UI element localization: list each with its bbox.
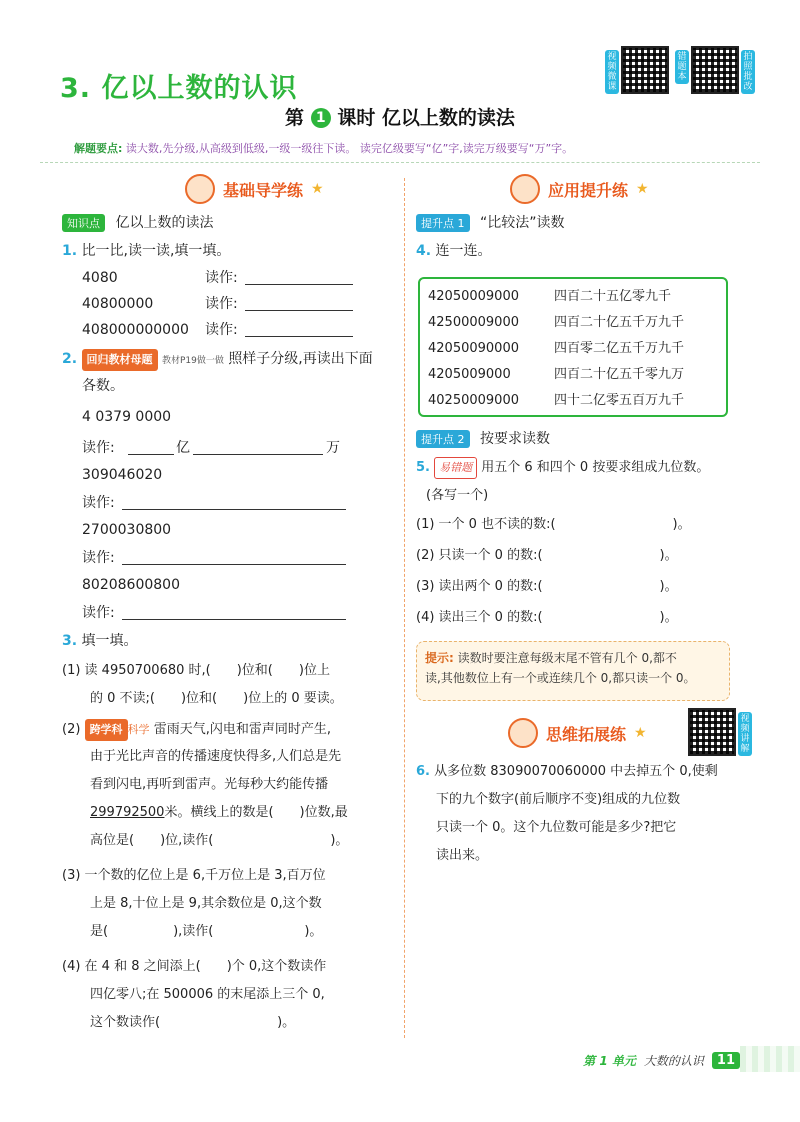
match-left-item[interactable]: 4205009000 — [428, 367, 511, 382]
q2-number: 2. — [62, 351, 78, 367]
q2-item-number: 309046020 — [82, 467, 163, 483]
q2-answer-blank[interactable] — [122, 605, 346, 620]
q3-part2-line2: 由于光比声音的传播速度快得多,人们总是先 — [90, 749, 342, 764]
kp2-text: 按要求读数 — [479, 431, 550, 447]
footer-unit: 第 1 单元 — [583, 1054, 636, 1068]
q2-item-label: 读作: — [82, 495, 115, 511]
q3-part2-line1 — [62, 719, 331, 741]
lesson-prefix: 第 — [285, 107, 305, 129]
q1-answer-blank[interactable] — [245, 270, 353, 285]
lesson-name: 课时 亿以上数的读法 — [337, 107, 515, 129]
q2-example-number: 4 0379 0000 — [82, 409, 172, 425]
left-banner — [185, 174, 324, 204]
q2-item-number: 80208600800 — [82, 577, 180, 593]
match-right-item[interactable]: 四百二十亿五千零九万 — [554, 367, 685, 382]
q2-example-yi: 亿 — [176, 440, 190, 456]
question-5 — [416, 457, 709, 479]
tips-text: 读大数,先分级,从高级到低级,一级一级往下读。 读完亿级要写“亿”字,读完万级要写“万”字。 — [125, 142, 574, 155]
q3-part3-line3: 是( ),读作( )。 — [90, 924, 323, 939]
right-banner-2 — [508, 718, 647, 748]
q1-text: 比一比,读一读,填一填。 — [81, 243, 231, 259]
tip-label: 提示: — [425, 651, 454, 665]
tip-line2: 读,其他数位上有一个或连续几个 0,都只读一个 0。 — [425, 671, 696, 685]
q3-part2-line4-rest: 米。横线上的数是( )位数,最 — [164, 805, 348, 820]
match-right-item[interactable]: 四百二十亿五千万九千 — [554, 315, 685, 330]
column-divider — [404, 178, 405, 1038]
mascot-icon — [185, 174, 215, 204]
question-1 — [62, 241, 230, 261]
page-number: 11 — [712, 1052, 740, 1069]
q3-part1-line1: (1) 读 4950700680 时,( )位和( )位上 — [62, 663, 330, 678]
q3-part2-tag: 跨学科 — [85, 719, 128, 741]
q5-sub: (各写一个) — [426, 488, 489, 503]
q1-row-number: 408000000000 — [82, 322, 189, 338]
q1-row-label: 读作: — [205, 296, 238, 312]
footer-decoration — [740, 1046, 800, 1072]
improve-point-1 — [416, 212, 564, 232]
q1-row-number: 4080 — [82, 270, 118, 286]
kp-text: 亿以上数的读法 — [115, 215, 214, 231]
q5-tag: 易错题 — [434, 457, 477, 479]
qr-code-video[interactable] — [621, 46, 669, 94]
tip-line1: 提示: 读数时要注意每级末尾不管有几个 0,都不 — [425, 651, 677, 665]
q3-part2-line3: 看到闪电,再听到雷声。光每秒大约能传播 — [90, 777, 329, 792]
q3-part3-line1: (3) 一个数的亿位上是 6,千万位上是 3,百万位 — [62, 868, 326, 883]
q5-number: 5. — [416, 460, 430, 475]
right-banner — [510, 174, 649, 204]
mascot-icon — [510, 174, 540, 204]
q2-example-blank-wan[interactable] — [193, 440, 323, 455]
star-icon: ★ — [311, 181, 324, 197]
q3-part2-line4 — [90, 803, 348, 823]
qr-label-explain: 视频讲解 — [738, 712, 752, 756]
q6-line3: 只读一个 0。这个九位数可能是多少?把它 — [436, 820, 677, 835]
footer-title: 大数的认识 — [643, 1054, 704, 1068]
tips-label: 解题要点: — [74, 142, 123, 155]
kp1-text: “比较法”读数 — [479, 215, 565, 231]
q5-item: (4) 读出三个 0 的数:( )。 — [416, 610, 678, 625]
right-banner-text: 应用提升练 — [548, 180, 629, 200]
improve-point-2 — [416, 428, 550, 448]
match-right-item[interactable]: 四百二十五亿零九千 — [554, 289, 672, 304]
qr-label-grading: 拍照批改 — [741, 50, 755, 94]
q3-part4-line3: 这个数读作( )。 — [90, 1015, 296, 1030]
q4-text: 连一连。 — [435, 243, 492, 259]
q2-example-wan: 万 — [326, 440, 340, 456]
unit-title: 3. 亿以上数的认识 — [60, 73, 298, 104]
q3-part3-line2: 上是 8,十位上是 9,其余数位是 0,这个数 — [90, 896, 322, 911]
q5-item: (3) 读出两个 0 的数:( )。 — [416, 579, 678, 594]
q1-answer-blank[interactable] — [245, 322, 353, 337]
q2-answer-blank[interactable] — [122, 550, 346, 565]
question-3 — [62, 631, 138, 651]
tip-box — [416, 641, 730, 701]
q6-line2: 下的九个数字(前后顺序不变)组成的九位数 — [436, 792, 681, 807]
q1-row-label: 读作: — [205, 322, 238, 338]
question-4 — [416, 241, 492, 261]
q2-text-line2: 各数。 — [82, 378, 124, 394]
q3-part4-line2: 四亿零八;在 500006 的末尾添上三个 0, — [90, 987, 325, 1002]
q1-number: 1. — [62, 243, 78, 259]
qr-code-explain[interactable] — [688, 708, 736, 756]
question-6 — [416, 762, 718, 782]
q2-item-number: 2700030800 — [82, 522, 172, 538]
kp1-tag: 提升点 1 — [416, 214, 470, 232]
q3-part2-line5: 高位是( )位,读作( )。 — [90, 833, 349, 848]
q5-text: 用五个 6 和四个 0 按要求组成九位数。 — [481, 460, 710, 475]
match-left-item[interactable]: 40250009000 — [428, 393, 519, 408]
solving-tips — [74, 140, 734, 156]
q3-part2-number: 299792500 — [90, 805, 165, 820]
q1-row-label: 读作: — [205, 270, 238, 286]
q2-item-label: 读作: — [82, 605, 115, 621]
q6-number: 6. — [416, 764, 430, 779]
q2-text-line1: 照样子分级,再读出下面 — [228, 351, 373, 367]
match-left-item[interactable]: 42050090000 — [428, 341, 519, 356]
right-banner2-text: 思维拓展练 — [546, 724, 627, 744]
match-left-item[interactable]: 42050009000 — [428, 289, 519, 304]
kp2-tag: 提升点 2 — [416, 430, 470, 448]
kp-tag: 知识点 — [62, 214, 105, 232]
q5-item: (1) 一个 0 也不读的数:( )。 — [416, 517, 691, 532]
q1-answer-blank[interactable] — [245, 296, 353, 311]
q2-item-label: 读作: — [82, 550, 115, 566]
q2-example-label: 读作: — [82, 440, 115, 456]
footer — [583, 1052, 740, 1069]
q6-line1: 从多位数 83090070060000 中去掉五个 0,使剩 — [434, 764, 718, 779]
star-icon: ★ — [634, 725, 647, 741]
q3-number: 3. — [62, 633, 78, 649]
q2-tag-sub: 教材P19做一做 — [161, 356, 224, 366]
qr-label-errors: 错题本 — [675, 50, 689, 84]
q3-part2-text: 雷雨天气,闪电和雷声同时产生, — [153, 722, 331, 737]
q3-part4-line1: (4) 在 4 和 8 之间添上( )个 0,这个数读作 — [62, 959, 327, 974]
match-left-item[interactable]: 42500009000 — [428, 315, 519, 330]
q2-tag: 回归教材母题 — [82, 349, 158, 371]
q2-example-blank-yi[interactable] — [128, 440, 174, 455]
qr-label-video: 视频微课 — [605, 50, 619, 94]
lesson-number: 1 — [311, 108, 331, 128]
question-2 — [62, 349, 373, 371]
q3-part2-tag-sub: 科学 — [127, 723, 150, 736]
q3-text: 填一填。 — [81, 633, 138, 649]
q2-answer-blank[interactable] — [122, 495, 346, 510]
header-divider — [40, 162, 760, 163]
q3-part1-line2: 的 0 不读;( )位和( )位上的 0 要读。 — [90, 691, 343, 706]
match-right-item[interactable]: 四百零二亿五千万九千 — [554, 341, 685, 356]
knowledge-point — [62, 212, 213, 232]
left-banner-text: 基础导学练 — [223, 180, 304, 200]
q4-number: 4. — [416, 243, 432, 259]
star-icon: ★ — [636, 181, 649, 197]
q3-part2-label: (2) — [62, 722, 81, 737]
lesson-title — [0, 103, 800, 130]
match-right-item[interactable]: 四十二亿零五百万九千 — [554, 393, 685, 408]
mascot-icon — [508, 718, 538, 748]
q5-item: (2) 只读一个 0 的数:( )。 — [416, 548, 678, 563]
q1-row-number: 40800000 — [82, 296, 154, 312]
q6-line4: 读出来。 — [436, 848, 489, 863]
qr-code-errors[interactable] — [691, 46, 739, 94]
